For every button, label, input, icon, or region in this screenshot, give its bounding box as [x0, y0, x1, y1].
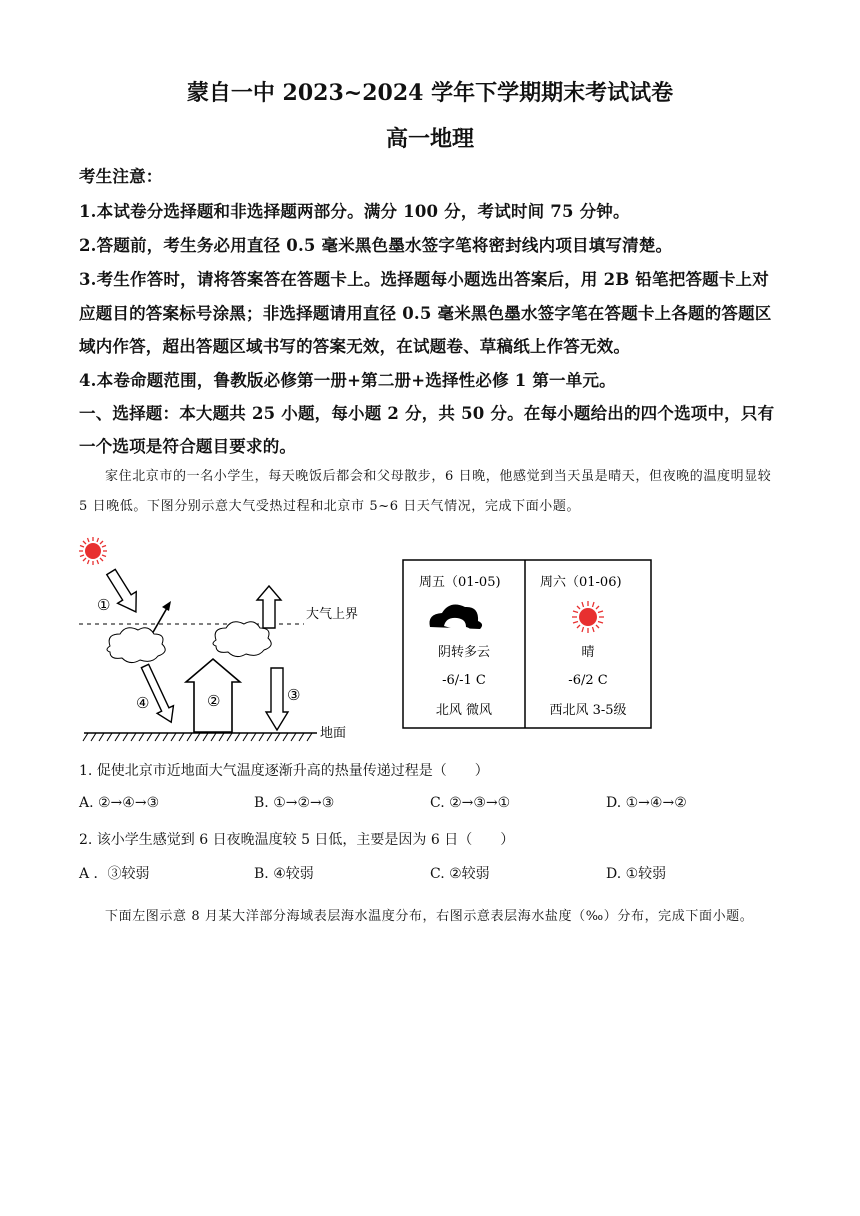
- question-1-option-d: D. ①→④→②: [606, 795, 687, 811]
- day2-condition: 晴: [581, 645, 595, 660]
- notice-heading: 考生注意：: [79, 167, 163, 186]
- section-heading-cont: 一个选项是符合题目要求的。: [79, 437, 297, 456]
- arrow-up-space: [257, 586, 281, 628]
- question-1-option-b: B. ①→②→③: [254, 795, 335, 811]
- exam-title: 蒙自一中 2023~2024 学年下学期期末考试试卷: [186, 80, 674, 106]
- notice-item-3-cont: 应题目的答案标号涂黑；非选择题请用直径 0.5 毫米黑色墨水签字笔在答题卡上各题的答题区: [79, 304, 772, 323]
- notice-item-3: 3.考生作答时，请将答案答在答题卡上。选择题每小题选出答案后，用 2B 铅笔把答题卡上对: [79, 270, 769, 289]
- atmosphere-top-label: 大气上界: [306, 607, 359, 622]
- question-2-option-b: B. ④较弱: [254, 866, 314, 882]
- label-3: ③: [287, 686, 301, 704]
- question-1-option-a: A. ②→④→③: [79, 795, 160, 811]
- day1-temp: -6/-1 C: [442, 673, 486, 688]
- day2-temp: -6/2 C: [568, 673, 608, 688]
- day2-date: 周六（01-06): [540, 575, 622, 590]
- question-1-option-c: C. ②→③→①: [430, 795, 511, 811]
- cloud-left: [107, 628, 165, 663]
- passage-1: 家住北京市的一名小学生，每天晚饭后都会和父母散步，6 日晚，他感觉到当天虽是晴天，但夜晚的温度明显较 5 日晚低。下图分别示意大气受热过程和北京市 5~6 日天气情况，完成下面小题。: [79, 469, 772, 514]
- question-2-option-a: A ．③较弱: [79, 866, 150, 882]
- day1-wind: 北风 微风: [435, 703, 493, 718]
- section-heading: 一、选择题：本大题共 25 小题，每小题 2 分，共 50 分。在每小题给出的四个选项中，只有: [79, 404, 775, 423]
- label-1: ①: [97, 596, 111, 614]
- notice-item-1: 1.本试卷分选择题和非选择题两部分。满分 100 分，考试时间 75 分钟。: [79, 202, 630, 221]
- arrow-3: [266, 668, 288, 730]
- atmosphere-heating-diagram: [74, 534, 374, 748]
- question-2-option-c: C. ②较弱: [430, 866, 490, 882]
- label-4: ④: [136, 694, 150, 712]
- weather-forecast-box: [402, 559, 654, 731]
- day2-wind: 西北风 3-5级: [549, 703, 627, 718]
- question-1-stem: 1. 促使北京市近地面大气温度逐渐升高的热量传递过程是（ ）: [79, 763, 489, 779]
- day1-date: 周五（01-05): [419, 575, 501, 590]
- exam-subject: 高一地理: [385, 126, 474, 152]
- ground-label: 地面: [320, 726, 347, 741]
- label-2: ②: [207, 692, 221, 710]
- sun-icon: [79, 537, 107, 565]
- notice-item-3-end: 域内作答，超出答题区域书写的答案无效，在试题卷、草稿纸上作答无效。: [79, 337, 631, 356]
- notice-item-2: 2.答题前，考生务必用直径 0.5 毫米黑色墨水签字笔将密封线内项目填写清楚。: [79, 236, 673, 255]
- question-2-stem: 2. 该小学生感觉到 6 日夜晚温度较 5 日低，主要是因为 6 日（ ）: [79, 832, 515, 848]
- notice-item-4: 4.本卷命题范围，鲁教版必修第一册+第二册+选择性必修 1 第一单元。: [79, 371, 616, 390]
- passage-2: 下面左图示意 8 月某大洋部分海域表层海水温度分布，右图示意表层海水盐度（‰）分布，完成下面小题。: [105, 909, 754, 924]
- day1-condition: 阴转多云: [437, 645, 491, 660]
- question-2-option-d: D. ①较弱: [606, 866, 667, 882]
